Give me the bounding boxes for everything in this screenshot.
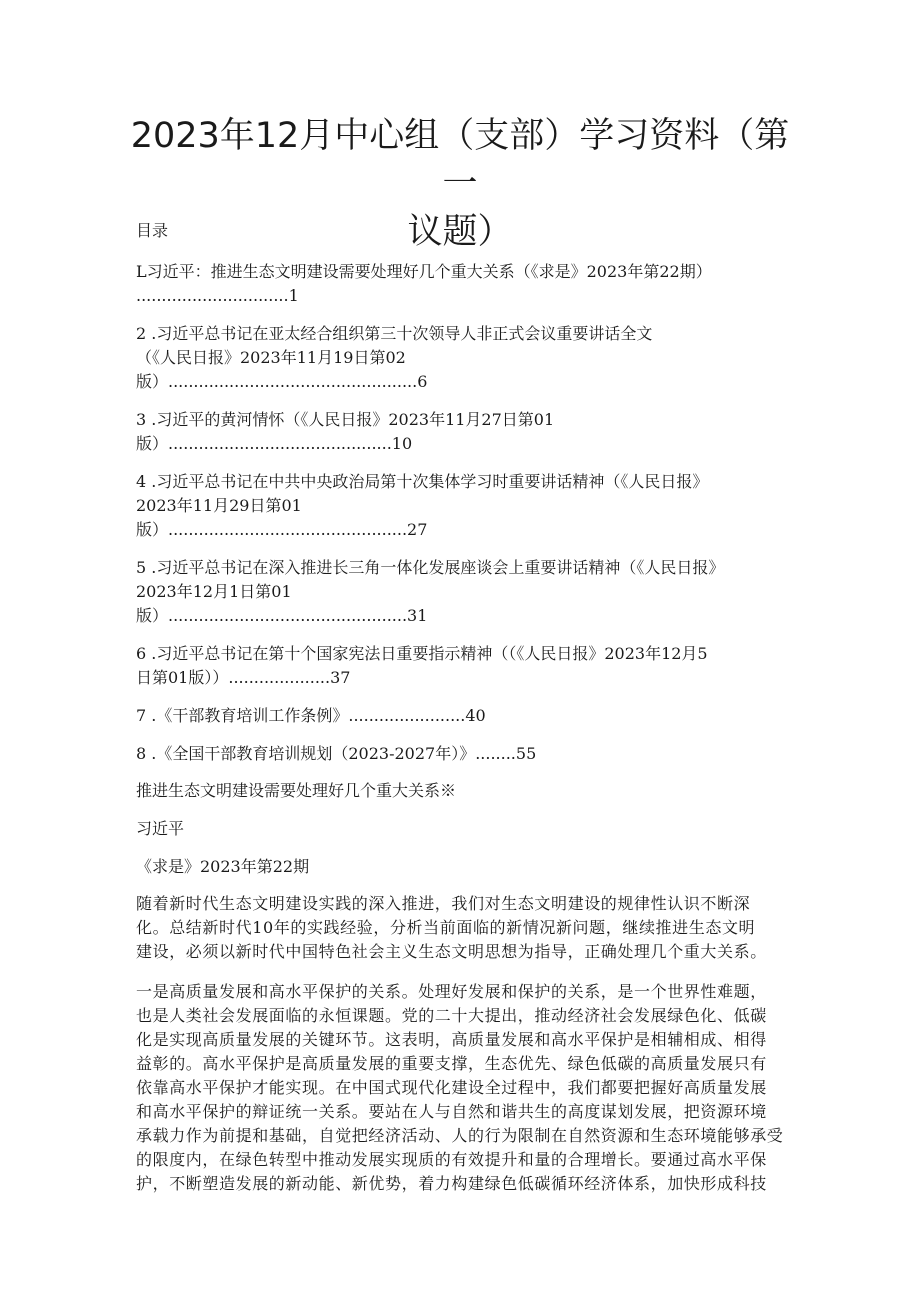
paragraph-1 xyxy=(136,892,786,964)
toc-entry-7-row-1: 7 .《干部教育培训工作条例》.......................40 xyxy=(136,706,486,725)
toc-entry-4[interactable] xyxy=(136,470,708,542)
toc-entry-2[interactable] xyxy=(136,322,652,394)
paragraph-2-row-2: 也是人类社会发展面临的永恒课题。党的二十大提出，推动经济社会发展绿色化、低碳 xyxy=(136,1006,767,1025)
toc-entry-8[interactable] xyxy=(136,742,536,766)
article-source: 《求是》2023年第22期 xyxy=(136,857,310,876)
toc-entry-1[interactable] xyxy=(136,260,712,308)
paragraph-1-row-3: 建设，必须以新时代中国特色社会主义生态文明思想为指导，正确处理几个重大关系。 xyxy=(136,942,767,961)
toc-entry-2-row-1: 2 .习近平总书记在亚太经合组织第三十次领导人非正式会议重要讲话全文 xyxy=(136,324,653,343)
paragraph-2-row-5: 依靠高水平保护才能实现。在中国式现代化建设全过程中，我们都要把握好高质量发展 xyxy=(136,1078,767,1097)
toc-entry-4-row-1: 4 .习近平总书记在中共中央政治局第十次集体学习时重要讲话精神（《人民日报》 xyxy=(136,472,709,491)
paragraph-2-row-4: 益彰的。高水平保护是高质量发展的重要支撑，生态优先、绿色低碳的高质量发展只有 xyxy=(136,1054,767,1073)
title-line-2: 议题） xyxy=(407,212,513,252)
paragraph-2-row-6: 和高水平保护的辩证统一关系。要站在人与自然和谐共生的高度谋划发展，把资源环境 xyxy=(136,1102,767,1121)
paragraph-2-row-3: 化是实现高质量发展的关键环节。这表明，高质量发展和高水平保护是相辅相成、相得 xyxy=(136,1030,767,1049)
toc-entry-1-row-1: L习近平：推进生态文明建设需要处理好几个重大关系（《求是》2023年第22期） xyxy=(136,262,712,281)
toc-entry-5-row-1: 5 .习近平总书记在深入推进长三角一体化发展座谈会上重要讲话精神（《人民日报》 xyxy=(136,558,725,577)
paragraph-1-row-2: 化。总结新时代10年的实践经验，分析当前面临的新情况新问题，继续推进生态文明 xyxy=(136,918,756,937)
toc-entry-5-row-3: 版）...............................................31 xyxy=(136,606,428,625)
paragraph-2 xyxy=(136,980,786,1196)
toc-entry-3-row-1: 3 .习近平的黄河情怀（《人民日报》2023年11月27日第01 xyxy=(136,410,555,429)
toc-heading: 目录 xyxy=(136,221,169,240)
document-title xyxy=(120,112,800,256)
paragraph-2-row-1: 一是高质量发展和高水平保护的关系。处理好发展和保护的关系，是一个世界性难题， xyxy=(136,982,767,1001)
toc-entry-3-row-2: 版）............................................10 xyxy=(136,434,413,453)
paragraph-2-row-9: 护，不断塑造发展的新动能、新优势，着力构建绿色低碳循环经济体系，加快形成科技 xyxy=(136,1174,767,1193)
article-author: 习近平 xyxy=(136,819,185,838)
paragraph-2-row-8: 的限度内，在绿色转型中推动发展实现质的有效提升和量的合理增长。要通过高水平保 xyxy=(136,1150,767,1169)
paragraph-1-row-1: 随着新时代生态文明建设实践的深入推进，我们对生态文明建设的规律性认识不断深 xyxy=(136,894,751,913)
toc-entry-4-row-3: 版）...............................................27 xyxy=(136,520,428,539)
toc-entry-2-row-2: （《人民日报》2023年11月19日第02 xyxy=(136,348,406,367)
article-heading: 推进生态文明建设需要处理好几个重大关系※ xyxy=(136,781,457,800)
toc-entry-8-row-1: 8 .《全国干部教育培训规划（2023-2027年）》........55 xyxy=(136,744,537,763)
toc-entry-1-row-2: ..............................1 xyxy=(136,286,299,305)
title-line-1: 2023年12月中心组（支部）学习资料（第一 xyxy=(130,116,790,204)
toc-entry-3[interactable] xyxy=(136,408,554,456)
toc-entry-6-row-1: 6 .习近平总书记在第十个国家宪法日重要指示精神（（《人民日报》2023年12月5 xyxy=(136,644,708,663)
toc-entry-5[interactable] xyxy=(136,556,724,628)
toc-entry-6-row-2: 日第01版））....................37 xyxy=(136,668,351,687)
toc-entry-6[interactable] xyxy=(136,642,708,690)
toc-entry-4-row-2: 2023年11月29日第01 xyxy=(136,496,302,515)
toc-entry-2-row-3: 版）.................................................6 xyxy=(136,372,428,391)
toc-entry-7[interactable] xyxy=(136,704,486,728)
toc-entry-5-row-2: 2023年12月1日第01 xyxy=(136,582,292,601)
paragraph-2-row-7: 承载力作为前提和基础，自觉把经济活动、人的行为限制在自然资源和生态环境能够承受 xyxy=(136,1126,784,1145)
